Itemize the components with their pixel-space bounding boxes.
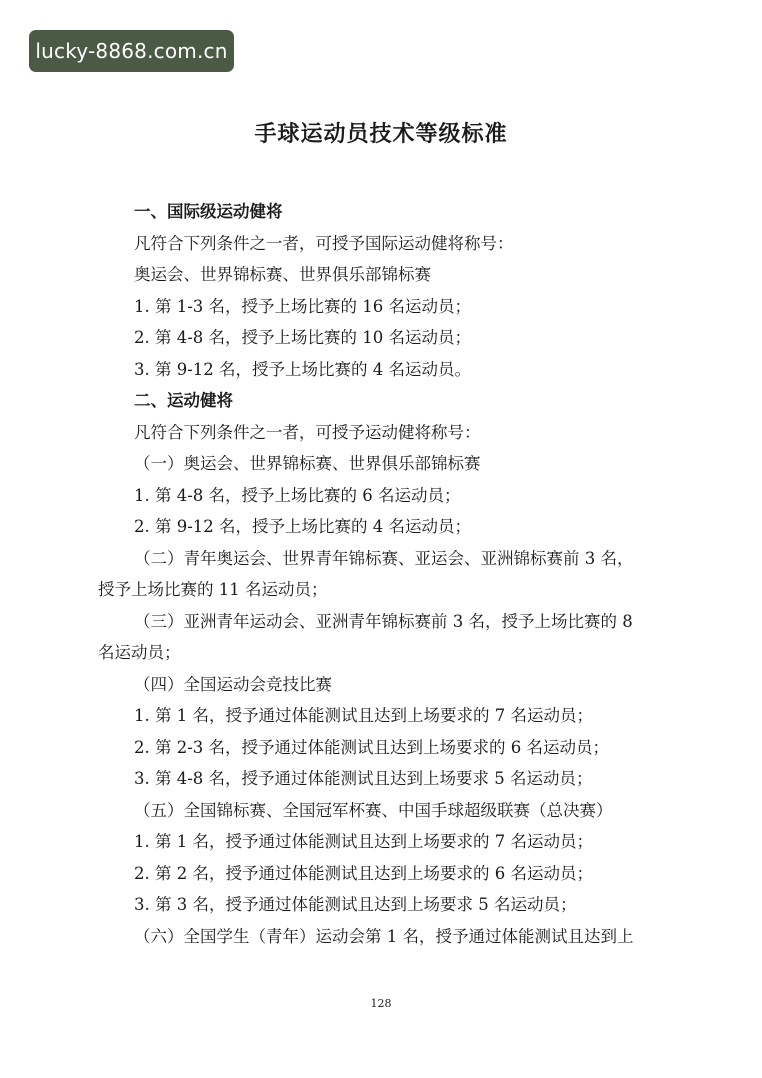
text-line: 1. 第 4-8 名，授予上场比赛的 6 名运动员；: [134, 485, 461, 505]
text-line: 3. 第 4-8 名，授予通过体能测试且达到上场要求 5 名运动员；: [134, 769, 593, 788]
text-line: 1. 第 1 名，授予通过体能测试且达到上场要求的 7 名运动员；: [134, 706, 593, 725]
text-line: （四）全国运动会竞技比赛: [134, 674, 332, 694]
text-line: 3. 第 3 名，授予通过体能测试且达到上场要求 5 名运动员；: [134, 895, 577, 914]
document-title: 手球运动员技术等级标准: [254, 122, 508, 147]
text-line: （一）奥运会、世界锦标赛、世界俱乐部锦标赛: [134, 454, 481, 473]
text-line: 2. 第 2-3 名，授予通过体能测试且达到上场要求的 6 名运动员；: [134, 737, 610, 757]
text-line: 1. 第 1-3 名，授予上场比赛的 16 名运动员；: [134, 296, 472, 316]
text-line: （五）全国锦标赛、全国冠军杯赛、中国手球超级联赛（总决赛）: [134, 800, 613, 820]
section-heading: 二、运动健将: [134, 391, 233, 410]
text-line: （六）全国学生（青年）运动会第 1 名，授予通过体能测试且达到上: [134, 926, 634, 946]
text-line: 3. 第 9-12 名，授予上场比赛的 4 名运动员。: [134, 359, 472, 379]
page-number: 128: [370, 997, 392, 1010]
section-heading: 一、国际级运动健将: [134, 202, 283, 221]
text-line: 2. 第 9-12 名，授予上场比赛的 4 名运动员；: [134, 517, 472, 536]
watermark-badge: lucky-8868.com.cn: [29, 30, 234, 72]
text-line: 1. 第 1 名，授予通过体能测试且达到上场要求的 7 名运动员；: [134, 832, 593, 851]
text-line: 奥运会、世界锦标赛、世界俱乐部锦标赛: [134, 265, 431, 284]
text-line: 名运动员；: [98, 643, 181, 662]
text-line: 凡符合下列条件之一者，可授予运动健将称号：: [134, 422, 481, 442]
text-line: （二）青年奥运会、世界青年锦标赛、亚运会、亚洲锦标赛前 3 名，: [134, 548, 634, 568]
text-line: 授予上场比赛的 11 名运动员；: [98, 580, 328, 599]
text-line: 2. 第 2 名，授予通过体能测试且达到上场要求的 6 名运动员；: [134, 863, 593, 883]
document-body: [98, 196, 670, 952]
text-line: 2. 第 4-8 名，授予上场比赛的 10 名运动员；: [134, 328, 472, 347]
text-line: 凡符合下列条件之一者，可授予国际运动健将称号：: [134, 233, 514, 253]
text-line: （三）亚洲青年运动会、亚洲青年锦标赛前 3 名，授予上场比赛的 8: [134, 611, 633, 631]
